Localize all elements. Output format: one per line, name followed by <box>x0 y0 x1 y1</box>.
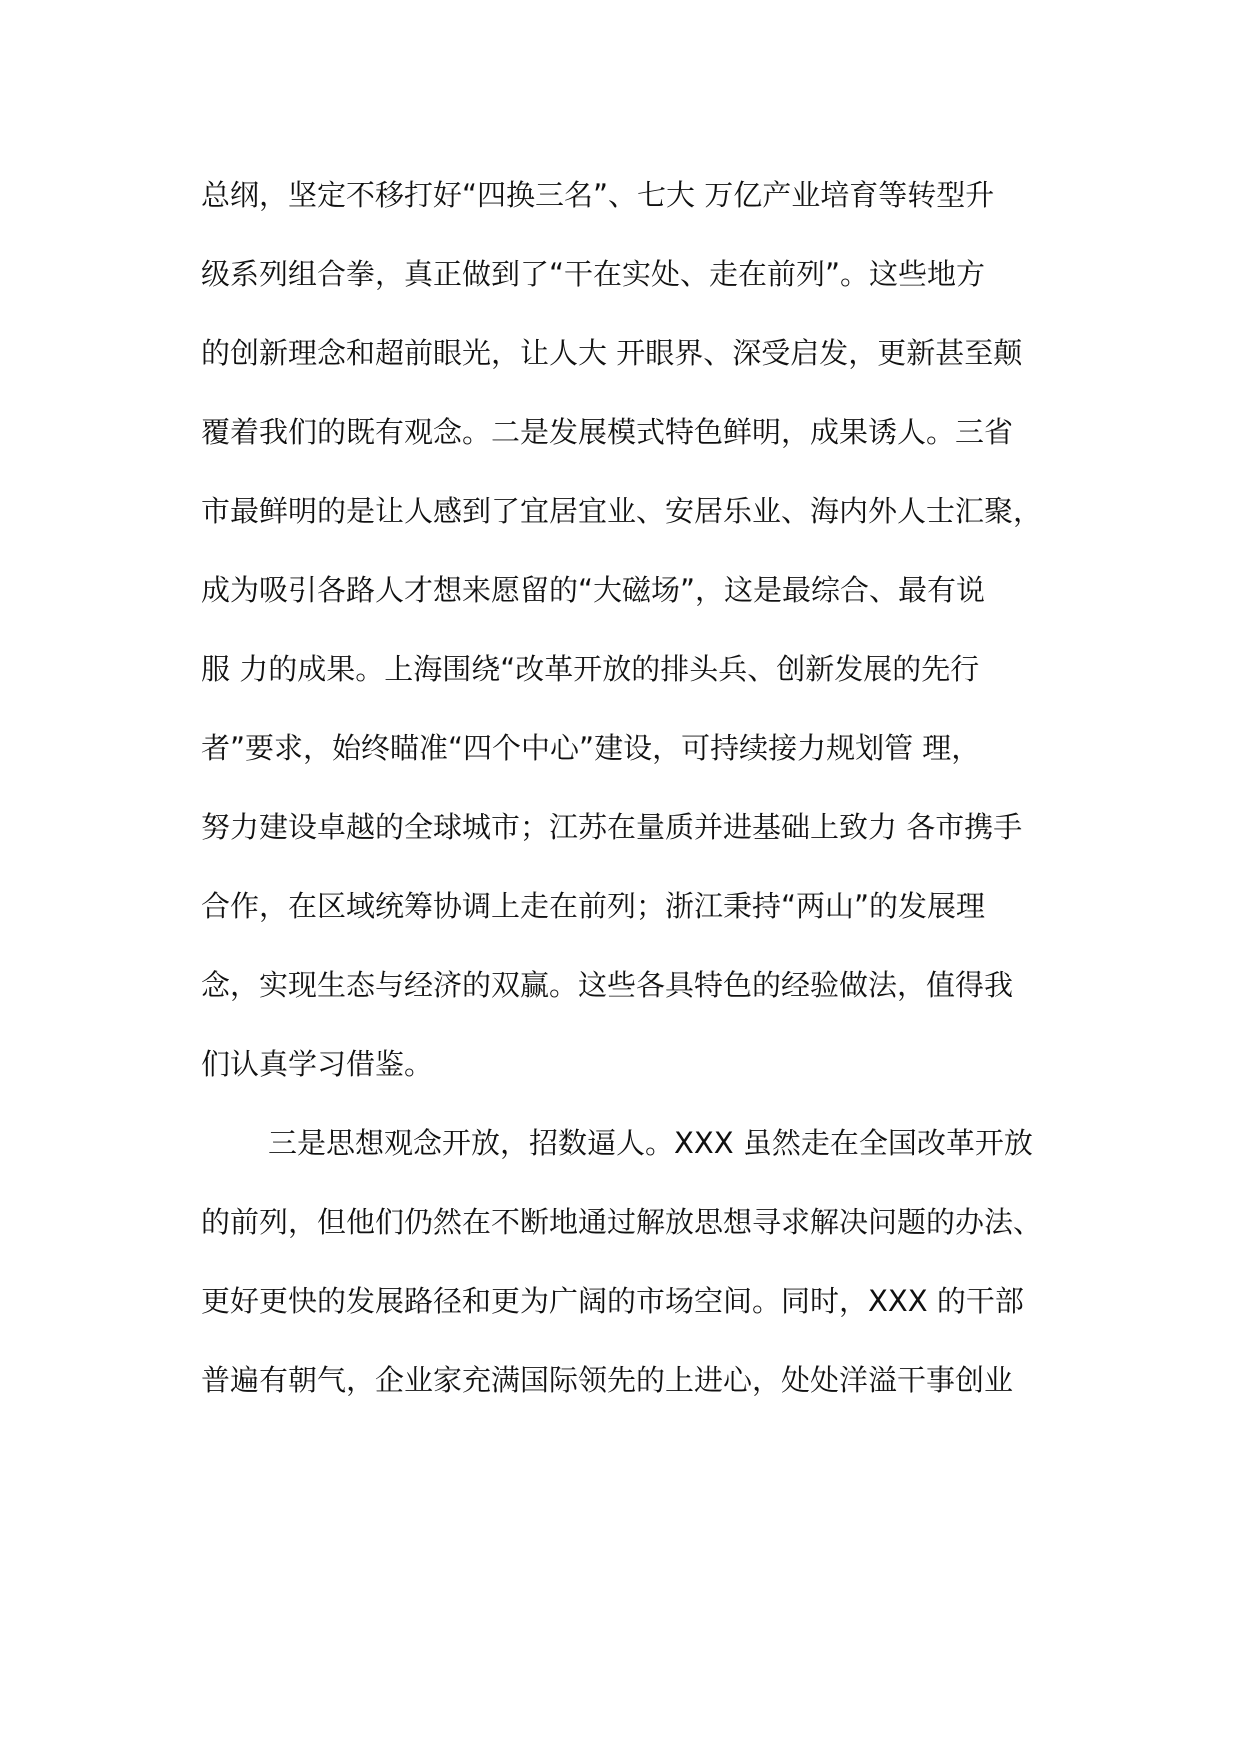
text-line: 们认真学习借鉴。 <box>201 1047 434 1081</box>
text-line: 努力建设卓越的全球城市；江苏在量质并进基础上致力 各市携手 <box>201 810 1023 844</box>
text-line: 总纲，坚定不移打好“四换三名”、七大 万亿产业培育等转型升 <box>201 178 995 212</box>
text-line: 更好更快的发展路径和更为广阔的市场空间。同时，XXX 的干部 <box>201 1284 1024 1318</box>
text-line: 普遍有朝气，企业家充满国际领先的上进心，处处洋溢干事创业 <box>201 1363 1014 1397</box>
text-line: 者”要求，始终瞄准“四个中心”建设，可持续接力规划管 理， <box>201 731 981 765</box>
paragraph-first-line: 三是思想观念开放，招数逼人。XXX 虽然走在全国改革开放 <box>268 1126 1033 1160</box>
text-line: 级系列组合拳，真正做到了“干在实处、走在前列”。这些地方 <box>201 257 986 291</box>
text-line: 市最鲜明的是让人感到了宜居宜业、安居乐业、海内外人士汇聚， <box>201 494 1043 528</box>
text-line: 念，实现生态与经济的双赢。这些各具特色的经验做法，值得我 <box>201 968 1014 1002</box>
text-line: 服 力的成果。上海围绕“改革开放的排头兵、创新发展的先行 <box>201 652 980 686</box>
text-line: 的前列，但他们仍然在不断地通过解放思想寻求解决问题的办法、 <box>201 1205 1043 1239</box>
text-line: 合作，在区域统筹协调上走在前列；浙江秉持“两山”的发展理 <box>201 889 986 923</box>
text-line: 覆着我们的既有观念。二是发展模式特色鲜明，成果诱人。三省 <box>201 415 1014 449</box>
text-line: 的创新理念和超前眼光，让人大 开眼界、深受启发，更新甚至颠 <box>201 336 1023 370</box>
text-line: 成为吸引各路人才想来愿留的“大磁场”，这是最综合、最有说 <box>201 573 986 607</box>
